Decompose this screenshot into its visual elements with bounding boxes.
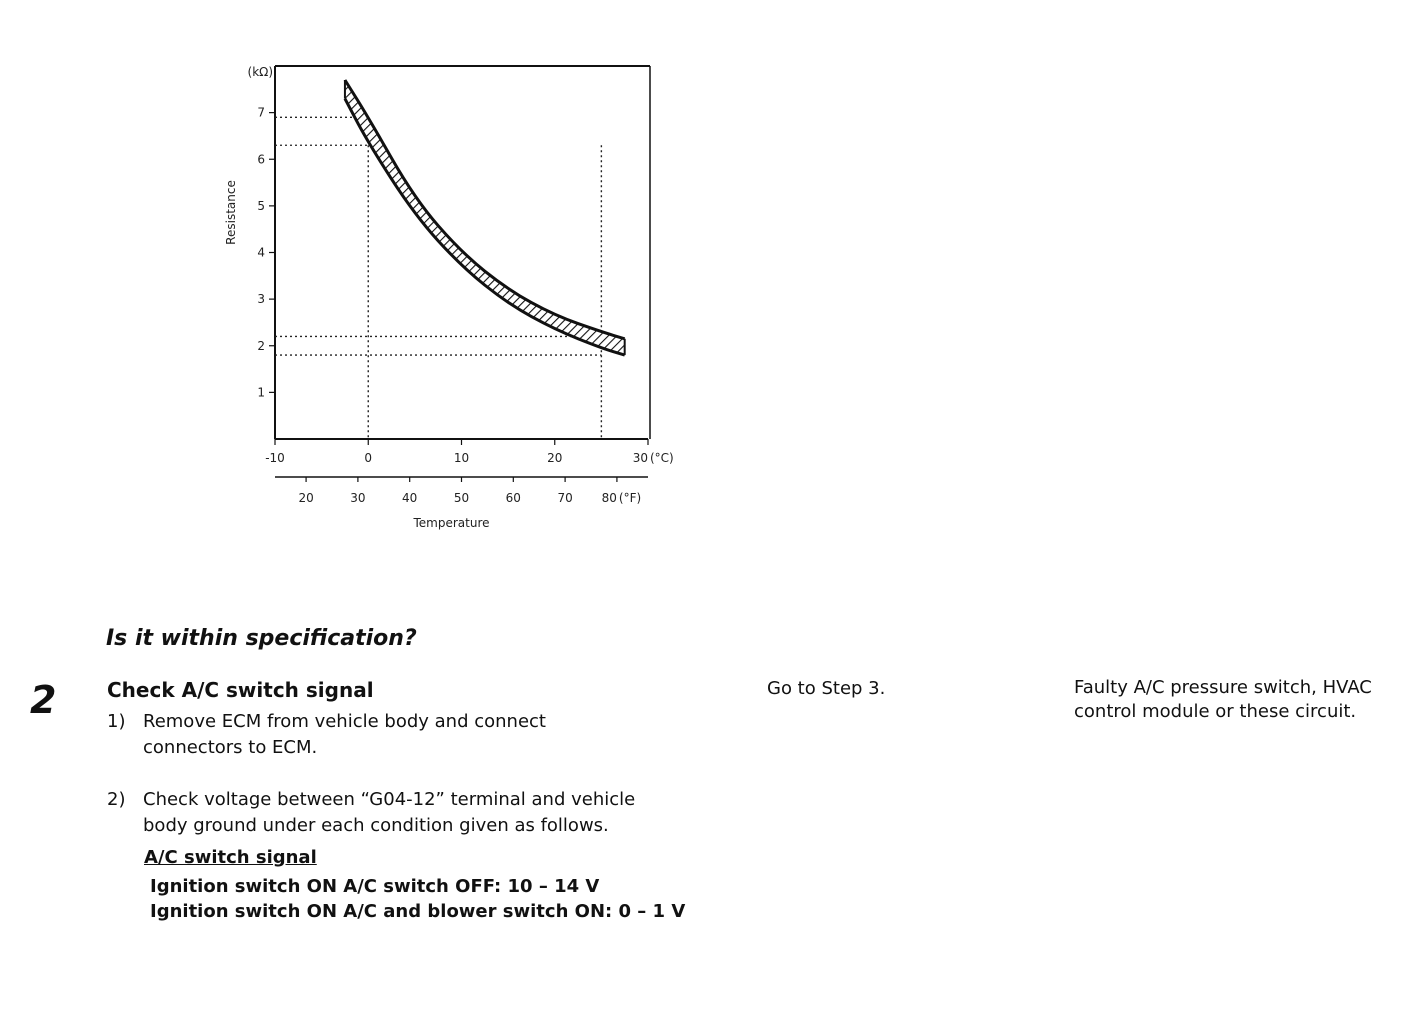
- y-tick-label: 3: [257, 292, 265, 307]
- resistance-temperature-chart: [215, 58, 675, 538]
- instruction-number: 1): [107, 711, 126, 732]
- instruction-text: Check voltage between “G04-12” terminal and vehicle body ground under each condition given as follows.: [143, 789, 636, 836]
- x-axis-label: Temperature: [413, 516, 490, 530]
- instruction-text: Remove ECM from vehicle body and connect connectors to ECM.: [143, 711, 546, 758]
- instruction-number: 2): [107, 789, 126, 810]
- series-line-upper: [345, 80, 625, 339]
- y-tick-label: 4: [257, 245, 265, 260]
- x-tick-label: 30: [632, 451, 648, 465]
- no-action: Faulty A/C pressure switch, HVAC control module or these circuit.: [1074, 677, 1372, 722]
- y-tick-label: 1: [257, 385, 265, 400]
- step-number: 2: [30, 678, 57, 722]
- x-tick-label: 10: [453, 451, 470, 465]
- f-tick-label: 70: [557, 491, 573, 505]
- y-tick-label: 5: [257, 198, 265, 213]
- y-tick-label: 2: [257, 338, 265, 353]
- f-tick-label: 40: [402, 491, 418, 505]
- step-title: Check A/C switch signal: [107, 678, 374, 702]
- y-tick-label: 7: [257, 105, 265, 120]
- spec-line: Ignition switch ON A/C switch OFF: 10 – 14 V: [150, 876, 600, 897]
- yes-action: Go to Step 3.: [767, 678, 886, 699]
- f-tick-label: 50: [453, 491, 470, 505]
- y-axis-label: Resistance: [224, 180, 238, 245]
- x-tick-label: 0: [364, 451, 373, 465]
- specification-question: Is it within specification?: [106, 626, 417, 651]
- y-unit-label: (kΩ): [247, 65, 273, 79]
- f-tick-label: 30: [350, 491, 366, 505]
- f-tick-label: 20: [298, 491, 314, 505]
- chart-svg: [215, 58, 675, 538]
- f-tick-label: 80: [601, 491, 617, 505]
- spec-line: Ignition switch ON A/C and blower switch ON: 0 – 1 V: [150, 901, 686, 922]
- x-tick-label: 20: [547, 451, 563, 465]
- tolerance-band: [345, 80, 625, 355]
- y-tick-label: 6: [257, 152, 265, 167]
- x-unit-celsius: (°C): [650, 451, 674, 465]
- f-tick-label: 60: [505, 491, 521, 505]
- x-unit-fahrenheit: (°F): [618, 491, 642, 505]
- series-line-lower: [345, 99, 625, 355]
- x-tick-label: -10: [265, 451, 285, 465]
- signal-heading: A/C switch signal: [144, 847, 317, 868]
